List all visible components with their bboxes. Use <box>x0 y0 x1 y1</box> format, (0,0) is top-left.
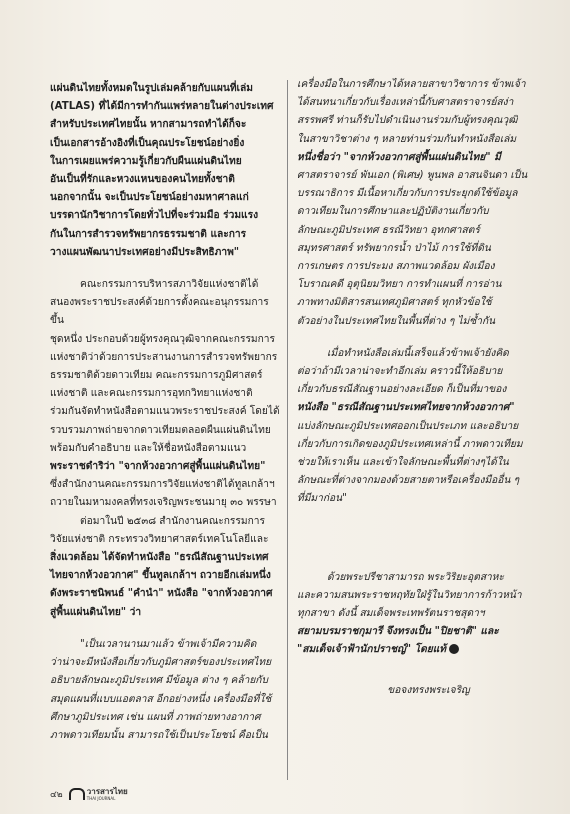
text-line: วางแผนพัฒนาประเทศอย่างมีประสิทธิภาพ" <box>50 246 240 258</box>
text-line: หนังสือ "ธรณีสัณฐานประเทศไทยจากห้วงอวกาศ" <box>297 402 515 414</box>
text-line: เกี่ยวกับธรณีสัณฐานอย่างละเอียด ก็เป็นที่มาของ <box>297 384 507 396</box>
text-line: ถวายในมหามงคลที่ทรงเจริญพระชนมายุ ๓๐ พรรษา <box>50 497 277 509</box>
text-line: ไทยจากห้วงอวกาศ" ขึ้นทูลเกล้าฯ ถวายอีกเล่มหนึ่ง <box>50 570 271 582</box>
right-paragraph-2-quote <box>297 345 530 509</box>
text-line: ภาพทางมิติสารสนเทศภูมิศาสตร์ ทุกหัวข้อใช้ <box>297 297 492 309</box>
text-line: สยามบรมราชกุมารี จึงทรงเป็น "ปิยชาติ" และ <box>297 626 499 638</box>
text-line: ต่อมาในปี ๒๕๓๘ สำนักงานคณะกรรมการ <box>80 515 265 527</box>
text-line: แห่งชาติ และคณะกรรมการอุทกวิทยาแห่งชาติ <box>50 388 253 400</box>
paragraph-gap <box>50 262 280 276</box>
royal-emblem-icon <box>449 644 459 654</box>
left-paragraph-4-quote <box>50 636 280 745</box>
text-line: โบราณคดี อุตุนิยมวิทยา การทำแผนที่ การอ่าน <box>297 279 502 291</box>
text-line: และความสนพระราชหฤทัยใฝ่รู้ในวิทยาการก้าวหน้า <box>297 589 522 601</box>
text-line: ด้วยพระปรีชาสามารถ พระวิริยะอุตสาหะ <box>327 571 504 583</box>
text-line: ในสาขาวิชาต่าง ๆ หลายท่านร่วมกันทำหนังสือเล่ม <box>297 133 517 145</box>
left-paragraph-3 <box>50 513 280 622</box>
logo-text-block <box>87 788 128 801</box>
text-line: สิ่งแวดล้อม ได้จัดทำหนังสือ "ธรณีสัณฐานประเทศ <box>50 552 269 564</box>
text-line: พระราชดำริว่า "จากห้วงอวกาศสู่พื้นแผ่นดินไทย" <box>50 461 266 473</box>
text-line: บรรดานักวิชาการโดยทั่วไปที่จะร่วมมือ ร่วมแรง <box>50 210 259 222</box>
text-line: ดาวเทียมในการศึกษาและปฏิบัติงานเกี่ยวกับ <box>297 206 489 218</box>
text-line: เครื่องมือในการศึกษาได้หลายสาขาวิชาการ ข้าพเจ้า <box>297 79 526 90</box>
text-line: ชุดหนึ่ง ประกอบด้วยผู้ทรงคุณวุฒิจากคณะกรรมการ <box>50 333 275 345</box>
magazine-logo <box>69 788 128 801</box>
closing-blessing: ขอจงทรงพระเจริญ <box>387 684 470 696</box>
logo-subtext: THAI JOURNAL <box>86 795 116 801</box>
text-line: สู่พื้นแผ่นดินไทย" ว่า <box>50 606 142 618</box>
text-line: ในการเผยแพร่ความรู้เกี่ยวกับผืนแผ่นดินไทย <box>50 155 242 167</box>
text-line: อธิบายลักษณะภูมิประเทศ มีข้อมูล ต่าง ๆ คล้ายกับ <box>50 675 268 687</box>
arch-logo-icon <box>69 788 85 800</box>
text-line: การเกษตร การประมง สภาพแวดล้อม ผังเมือง <box>297 261 495 273</box>
text-line: ซึ่งสำนักงานคณะกรรมการวิจัยแห่งชาติได้ทูลเกล้าฯ <box>50 479 275 491</box>
text-line: ศาสตราจารย์ พันเอก (พิเศษ) พูนพล อาสนจินดา เป็น <box>297 170 528 182</box>
text-line: สรรพศรี ท่านก็รับไปดำเนินงานร่วมกับผู้ทรงคุณวุฒิ <box>297 115 518 127</box>
text-line: วิจัยแห่งชาติ กระทรวงวิทยาศาสตร์เทคโนโลยีและ <box>50 533 269 545</box>
text-line: บรรณาธิการ มีเนื้อหาเกี่ยวกับการประยุกต์ใช้ข้อมูล <box>297 188 518 200</box>
text-line: แห่งชาติว่าด้วยการประสานงานการสำรวจทรัพยากร <box>50 351 278 363</box>
text-line: รวบรวมภาพถ่ายจากดาวเทียมตลอดผืนแผ่นดินไทย <box>50 424 271 436</box>
text-line: อันเป็นที่รักและหวงแหนของคนไทยทั้งชาติ <box>50 174 235 186</box>
text-line: แผ่นดินไทยทั้งหมดในรูปเล่มคล้ายกับแผนที่เล่ม <box>50 83 253 94</box>
text-line: เมื่อทำหนังสือเล่มนี้เสร็จแล้วข้าพเจ้ายังคิด <box>327 347 509 359</box>
text-line: ว่าน่าจะมีหนังสือเกี่ยวกับภูมิศาสตร์ของประเทศไทย <box>50 657 272 669</box>
text-line: ที่มีมาก่อน" <box>297 493 347 505</box>
text-line: สนองพระราชประสงค์ด้วยการตั้งคณะอนุกรรมการขึ้น <box>50 297 269 327</box>
text-line: ต่อว่าถ้ามีเวลาน่าจะทำอีกเล่ม คราวนี้ให้อธิบาย <box>297 366 503 378</box>
right-paragraph-3 <box>297 569 530 660</box>
text-line: ตัวอย่างในประเทศไทยในพื้นที่ต่าง ๆ ไม่ซ้ำกัน <box>297 315 496 327</box>
text-line: ช่วยให้เราเห็น และเข้าใจลักษณะพื้นที่ต่างๆได้ใน <box>297 457 509 469</box>
paragraph-gap <box>297 331 530 345</box>
text-line: หนึ่งชื่อว่า "จากห้วงอวกาศสู่พื้นแผ่นดินไทย" มี <box>297 151 501 163</box>
text-line: ได้สนทนาเกี่ยวกับเรื่องเหล่านี้กับศาสตราจารย์สง่า <box>297 97 514 109</box>
text-line: ภาพดาวเทียมนั้น สามารถใช้เป็นประโยชน์ คือเป็น <box>50 729 268 741</box>
text-line: ร่วมกันจัดทำหนังสือตามแนวพระราชประสงค์ โดยได้ <box>50 406 280 418</box>
text-line: สมุดแผนที่แบบแอตลาส อีกอย่างหนึ่ง เครื่องมือที่ใช้ <box>50 693 272 705</box>
paragraph-gap <box>50 622 280 636</box>
left-column <box>50 80 280 745</box>
right-column <box>297 76 530 700</box>
text-line: นอกจากนั้น จะเป็นประโยชน์อย่างมหาศาลแก่ <box>50 192 249 204</box>
left-paragraph-2 <box>50 276 280 513</box>
column-divider <box>287 80 288 780</box>
text-line: สมุทรศาสตร์ ทรัพยากรน้ำ ป่าไม้ การใช้ที่ดิน <box>297 242 491 254</box>
text-line: ศึกษาภูมิประเทศ เช่น แผนที่ ภาพถ่ายทางอากาศ <box>50 711 261 723</box>
closing-line-text: "สมเด็จเจ้าฟ้านักปราชญ์" โดยแท้ <box>297 644 446 656</box>
text-line: (ATLAS) ที่ได้มีการทำกันแพร่หลายในต่างประเทศ <box>50 101 274 113</box>
text-line: ทุกสาขา ดังนี้ สมเด็จพระเทพรัตนราชสุดาฯ <box>297 608 485 620</box>
text-line: เป็นเอกสารอ้างอิงที่เป็นคุณประโยชน์อย่างยิ่ง <box>50 137 245 149</box>
text-line <box>297 641 530 659</box>
page-number: ๔๒ <box>50 790 63 800</box>
text-line: เกี่ยวกับการเกิดของภูมิประเทศเหล่านี้ ภาพดาวเทียม <box>297 438 523 450</box>
text-line: คณะกรรมการบริหารสภาวิจัยแห่งชาติได้ <box>80 279 259 291</box>
page-footer <box>50 787 128 801</box>
paragraph-gap <box>297 509 530 569</box>
text-line: สำหรับประเทศไทยนั้น หากสามารถทำได้ก็จะ <box>50 119 247 131</box>
text-line: แบ่งลักษณะภูมิประเทศออกเป็นประเภท และอธิบาย <box>297 420 519 432</box>
text-line: ธรรมชาติด้วยดาวเทียม คณะกรรมการภูมิศาสตร์ <box>50 370 263 382</box>
text-line: ดังพระราชนิพนธ์ "คำนำ" หนังสือ "จากห้วงอวกาศ <box>50 588 273 600</box>
right-paragraph-1-quote <box>297 76 530 331</box>
text-line: "เป็นเวลานานมาแล้ว ข้าพเจ้ามีความคิด <box>80 638 257 650</box>
text-line: ลักษณะที่ต่างจากมองด้วยสายตาหรือเครื่องมืออื่น ๆ <box>297 475 520 487</box>
text-line: พร้อมกับคำอธิบาย และให้ชื่อหนังสือตามแนว <box>50 442 247 454</box>
left-paragraph-1 <box>50 80 280 262</box>
text-line: ลักษณะภูมิประเทศ ธรณีวิทยา อุทกศาสตร์ <box>297 224 480 236</box>
logo-text: วารสารไทย <box>86 786 128 796</box>
text-line: กันในการสำรวจทรัพยากรธรรมชาติ และการ <box>50 228 247 240</box>
